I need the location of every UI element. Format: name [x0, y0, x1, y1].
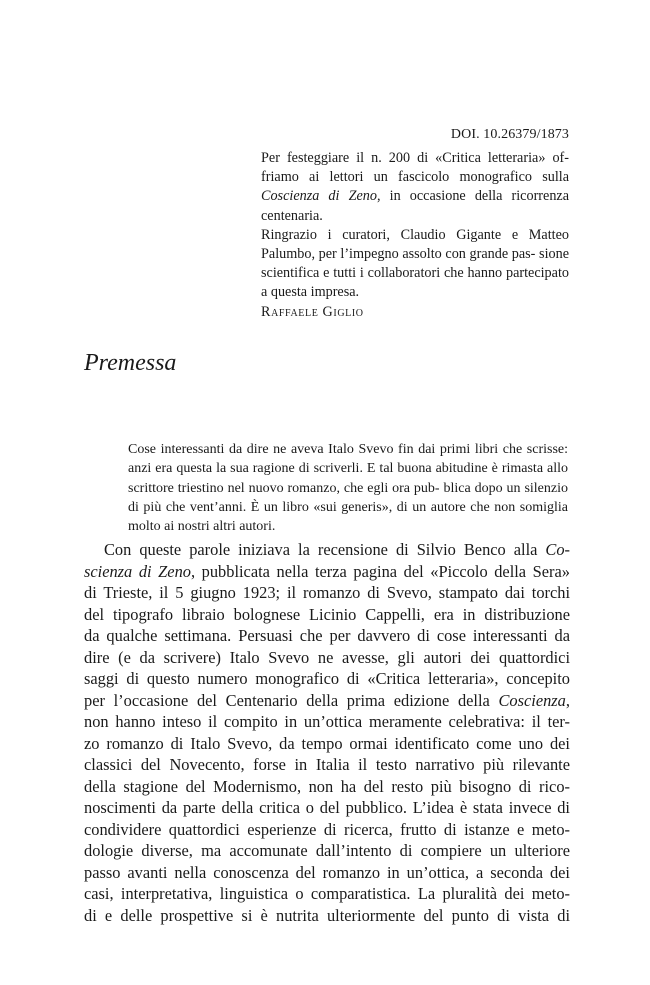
body-line — [84, 668, 570, 690]
body-line — [84, 582, 570, 604]
body-line — [84, 561, 570, 583]
dedication-paragraph-1 — [261, 149, 569, 226]
body-line — [84, 797, 570, 819]
quote-line: scrisse: anzi era questa la sua ragione di scriverli. E tal buona abitudine — [128, 442, 569, 477]
body-text-segment: non hanno inteso il compito in un’ottica meramente celebrativa: il ter- — [84, 712, 570, 731]
body-line — [84, 883, 570, 905]
body-line — [84, 840, 570, 862]
body-line — [84, 690, 570, 712]
body-text-segment: per l’occasione del Centenario della prima edizione della — [84, 690, 499, 710]
doi-identifier: DOI. 10.26379/1873 — [450, 127, 569, 142]
dedication-line: sione scientifica e tutti i collaboratori che hanno — [261, 246, 569, 282]
dedication-line: Palumbo, per l’impegno assolto con grande pas- — [261, 246, 536, 263]
body-text-segment: Con queste parole iniziava la recensione di Silvio Benco alla — [104, 540, 546, 559]
dedication-line: friamo ai lettori un fascicolo monografico sulla — [261, 169, 569, 186]
dedication-line: partecipato a questa impresa. — [261, 265, 569, 301]
italic-title: Coscienza — [498, 690, 566, 710]
body-text-segment: di Trieste, il 5 giugno 1923; il romanzo di Svevo, stampato dai torchi — [84, 583, 570, 602]
body-line — [84, 647, 570, 669]
body-line — [84, 733, 570, 755]
dedication-line: centenaria. — [261, 207, 323, 224]
body-text-segment: noscimenti da parte della critica o del pubblico. L’idea è stata invece di — [84, 798, 570, 817]
body-text-segment: casi, interpretativa, linguistica o comparatistica. La pluralità dei meto- — [84, 884, 570, 903]
body-line — [84, 905, 570, 927]
body-text-segment: del tipografo libraio bolognese Licinio Cappelli, era in distribuzione — [84, 604, 570, 624]
body-line — [84, 862, 570, 884]
block-quote — [128, 440, 568, 536]
dedication-line: Ringrazio i curatori, Claudio Gigante e Matteo — [261, 226, 569, 243]
body-line — [84, 711, 570, 733]
body-text-segment: classici del Novecento, forse in Italia il testo narrativo più rilevante — [84, 755, 570, 774]
body-text-segment: , pubblicata nella terza pagina del «Piccolo della Sera» — [190, 561, 570, 581]
body-line — [84, 754, 570, 776]
body-text — [84, 539, 570, 926]
dedication-note — [261, 149, 569, 322]
body-line — [84, 604, 570, 626]
body-text-segment: zo romanzo di Italo Svevo, da tempo ormai identificato come uno dei — [84, 733, 570, 753]
body-line — [84, 625, 570, 647]
italic-title: scienza di Zeno — [84, 561, 191, 581]
body-text-segment: dire (e da scrivere) Italo Svevo ne avesse, gli autori dei quattordici — [84, 647, 570, 667]
body-text-segment: saggi di questo numero monografico di «Critica letteraria», concepito — [84, 669, 570, 688]
body-text-segment: di e delle prospettive si è nutrita ulteriormente del punto di vista di — [84, 905, 570, 925]
dedication-paragraph-2 — [261, 226, 569, 303]
body-text-segment: passo avanti nella conoscenza del romanzo in un’ottica, a seconda dei — [84, 862, 570, 882]
body-text-segment: condividere quattordici esperienze di ricerca, frutto di istanze e meto- — [84, 819, 570, 839]
quote-line: Cose interessanti da dire ne aveva Italo Svevo fin dai primi libri che — [128, 442, 523, 457]
section-title: Premessa — [84, 350, 177, 376]
signature: Raffaele Giglio — [261, 303, 364, 320]
body-line — [84, 819, 570, 841]
body-text-segment: , — [565, 690, 570, 710]
dedication-line: , in occasione della ricorrenza — [376, 188, 570, 205]
body-line — [84, 539, 570, 561]
quote-line: un autore che non somiglia molto ai nostri altri autori. — [128, 499, 568, 535]
italic-title: Coscienza di Zeno — [261, 188, 377, 205]
body-text-segment: da qualche settimana. Persuasi che per davvero di cose interessanti da — [84, 626, 570, 645]
quote-line: blica dopo un silenzio di più che vent’anni. È un libro «sui generis», di — [128, 480, 569, 515]
body-text-segment: della stagione del Modernismo, non ha del resto più bisogno di rico- — [84, 776, 570, 796]
italic-title: Co- — [545, 540, 570, 559]
quote-line: è rimasta allo scrittore triestino nel nuovo romanzo, che egli ora pub- — [128, 461, 568, 496]
body-line — [84, 776, 570, 798]
body-text-segment: dologie diverse, ma accomunate dall’intento di compiere un ulteriore — [84, 841, 570, 860]
dedication-line: Per festeggiare il n. 200 di «Critica letteraria» of- — [261, 150, 569, 166]
